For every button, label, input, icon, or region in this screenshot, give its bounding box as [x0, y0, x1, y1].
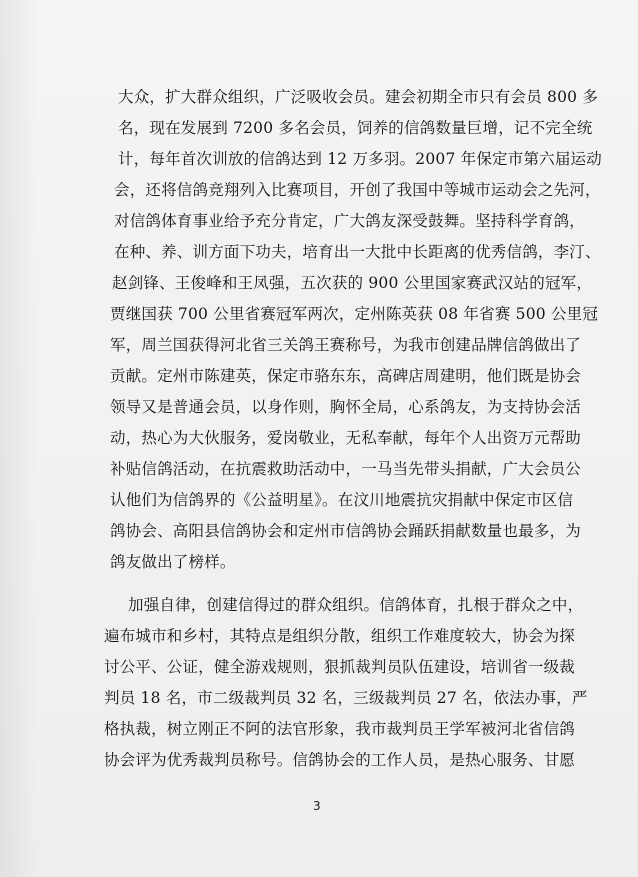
text-line-1: 大众，扩大群众组织，广泛吸收会员。建会初期全市只有会员 800 多: [118, 88, 599, 106]
text-line-18: 遍布城市和乡村，其特点是组织分散，组织工作难度较大，协会为探: [104, 627, 576, 645]
text-line-14: 认他们为信鸽界的《公益明星》。在汶川地震抗灾捐献中保定市区信: [110, 491, 574, 509]
text-line-4: 会，还将信鸽竞翔列入比赛项目，开创了我国中等城市运动会之先河，: [114, 181, 601, 199]
text-line-21: 格执裁，树立刚正不阿的法官形象，我市裁判员王学军被河北省信鸽: [104, 720, 576, 738]
text-line-15: 鸽协会、高阳县信鸽协会和定州市信鸽协会踊跃捐献数量也最多，为: [110, 522, 582, 540]
text-line-20: 判员 18 名，市二级裁判员 32 名，三级裁判员 27 名，依法办事，严: [104, 689, 588, 707]
page-number: 3: [313, 799, 321, 813]
text-line-8: 贾继国获 700 公里省赛冠军两次，定州陈英获 08 年省赛 500 公里冠: [110, 305, 599, 323]
text-line-12: 动，热心为大伙服务，爱岗敬业，无私奉献，每年个人出资万元帮助: [110, 429, 582, 447]
text-line-10: 贡献。定州市陈建英，保定市骆东东，高碑店周建明，他们既是协会: [110, 367, 582, 385]
text-line-3: 计，每年首次训放的信鸽达到 12 万多羽。2007 年保定市第六届运动: [118, 150, 602, 168]
text-line-2: 名，现在发展到 7200 多名会员，饲养的信鸽数量巨增，记不完全统: [118, 119, 593, 137]
text-line-17: 加强自律，创建信得过的群众组织。信鸽体育，扎根于群众之中，: [128, 596, 584, 614]
text-line-9: 军，周兰国获得河北省三关鸽王赛称号，为我市创建品牌信鸽做出了: [110, 336, 582, 354]
text-line-6: 在种、养、训方面下功夫，培育出一大批中长距离的优秀信鸽，李汀、: [114, 243, 601, 261]
text-line-11: 领导又是普通会员，以身作则，胸怀全局，心系鸽友，为支持协会活: [110, 398, 582, 416]
text-line-22: 协会评为优秀裁判员称号。信鸽协会的工作人员，是热心服务、甘愿: [104, 751, 576, 769]
text-line-13: 补贴信鸽活动，在抗震救助活动中，一马当先带头捐献，广大会员公: [110, 460, 582, 478]
text-line-19: 讨公平、公证，健全游戏规则，狠抓裁判员队伍建设，培训省一级裁: [104, 658, 576, 676]
text-line-16: 鸽友做出了榜样。: [110, 553, 236, 571]
text-line-5: 对信鸽体育事业给予充分肯定，广大鸽友深受鼓舞。坚持科学育鸽，: [114, 212, 586, 230]
text-line-7: 赵剑锋、王俊峰和王凤强，五次获的 900 公里国家赛武汉站的冠军，: [112, 274, 593, 292]
